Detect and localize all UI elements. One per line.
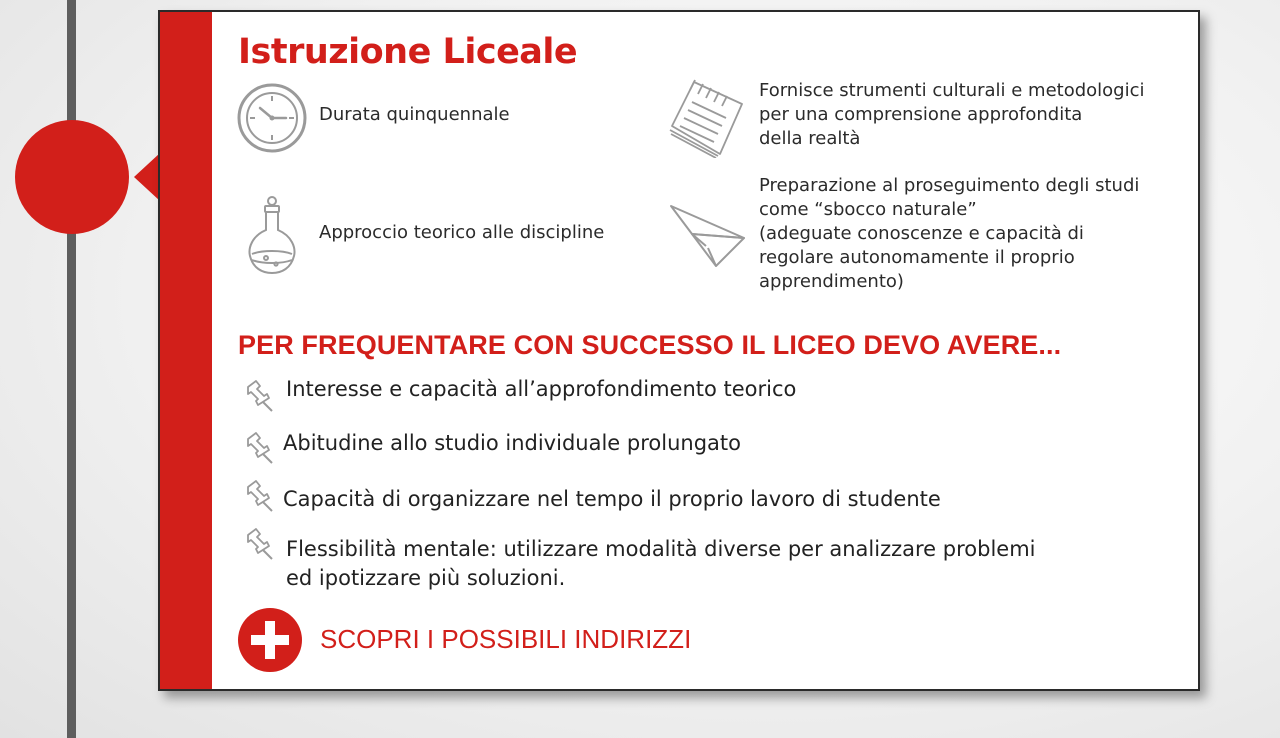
discover-paths-link[interactable]: SCOPRI I POSSIBILI INDIRIZZI bbox=[320, 624, 692, 654]
feature-duration-text: Durata quinquennale bbox=[319, 104, 510, 125]
pushpin-icon bbox=[244, 378, 276, 414]
notepad-icon bbox=[668, 76, 746, 158]
card-title: Istruzione Liceale bbox=[238, 32, 578, 72]
plus-bar-vertical bbox=[265, 621, 275, 659]
requirement-item: Interesse e capacità all’approfondimento teorico bbox=[286, 377, 797, 401]
feature-approach-text: Approccio teorico alle discipline bbox=[319, 222, 605, 243]
requirement-item: Flessibilità mentale: utilizzare modalità diverse per analizzare problemi ed ipotizzare più soluzioni. bbox=[286, 537, 1036, 590]
requirements-heading: PER FREQUENTARE CON SUCCESSO IL LICEO DEVO AVERE... bbox=[238, 330, 1062, 360]
requirement-item: Capacità di organizzare nel tempo il proprio lavoro di studente bbox=[283, 487, 941, 511]
feature-preparation-text: Preparazione al proseguimento degli studi come “sbocco naturale” (adeguate conoscenze e capacità di regolare autonomamente il proprio apprendimento) bbox=[759, 175, 1140, 292]
pushpin-icon bbox=[244, 526, 276, 562]
flask-icon bbox=[244, 194, 300, 276]
pushpin-icon bbox=[244, 478, 276, 514]
clock-icon bbox=[236, 82, 308, 154]
timeline-line bbox=[67, 0, 76, 738]
card-accent-bar bbox=[160, 12, 212, 689]
plus-icon[interactable] bbox=[238, 608, 302, 672]
paper-plane-icon bbox=[668, 202, 748, 270]
card-pointer bbox=[134, 153, 160, 201]
pushpin-icon bbox=[244, 430, 276, 466]
info-card bbox=[158, 10, 1200, 691]
timeline-marker bbox=[15, 120, 129, 234]
feature-tools-text: Fornisce strumenti culturali e metodologici per una comprensione approfondita della realtà bbox=[759, 80, 1145, 149]
requirement-item: Abitudine allo studio individuale prolungato bbox=[283, 431, 741, 455]
